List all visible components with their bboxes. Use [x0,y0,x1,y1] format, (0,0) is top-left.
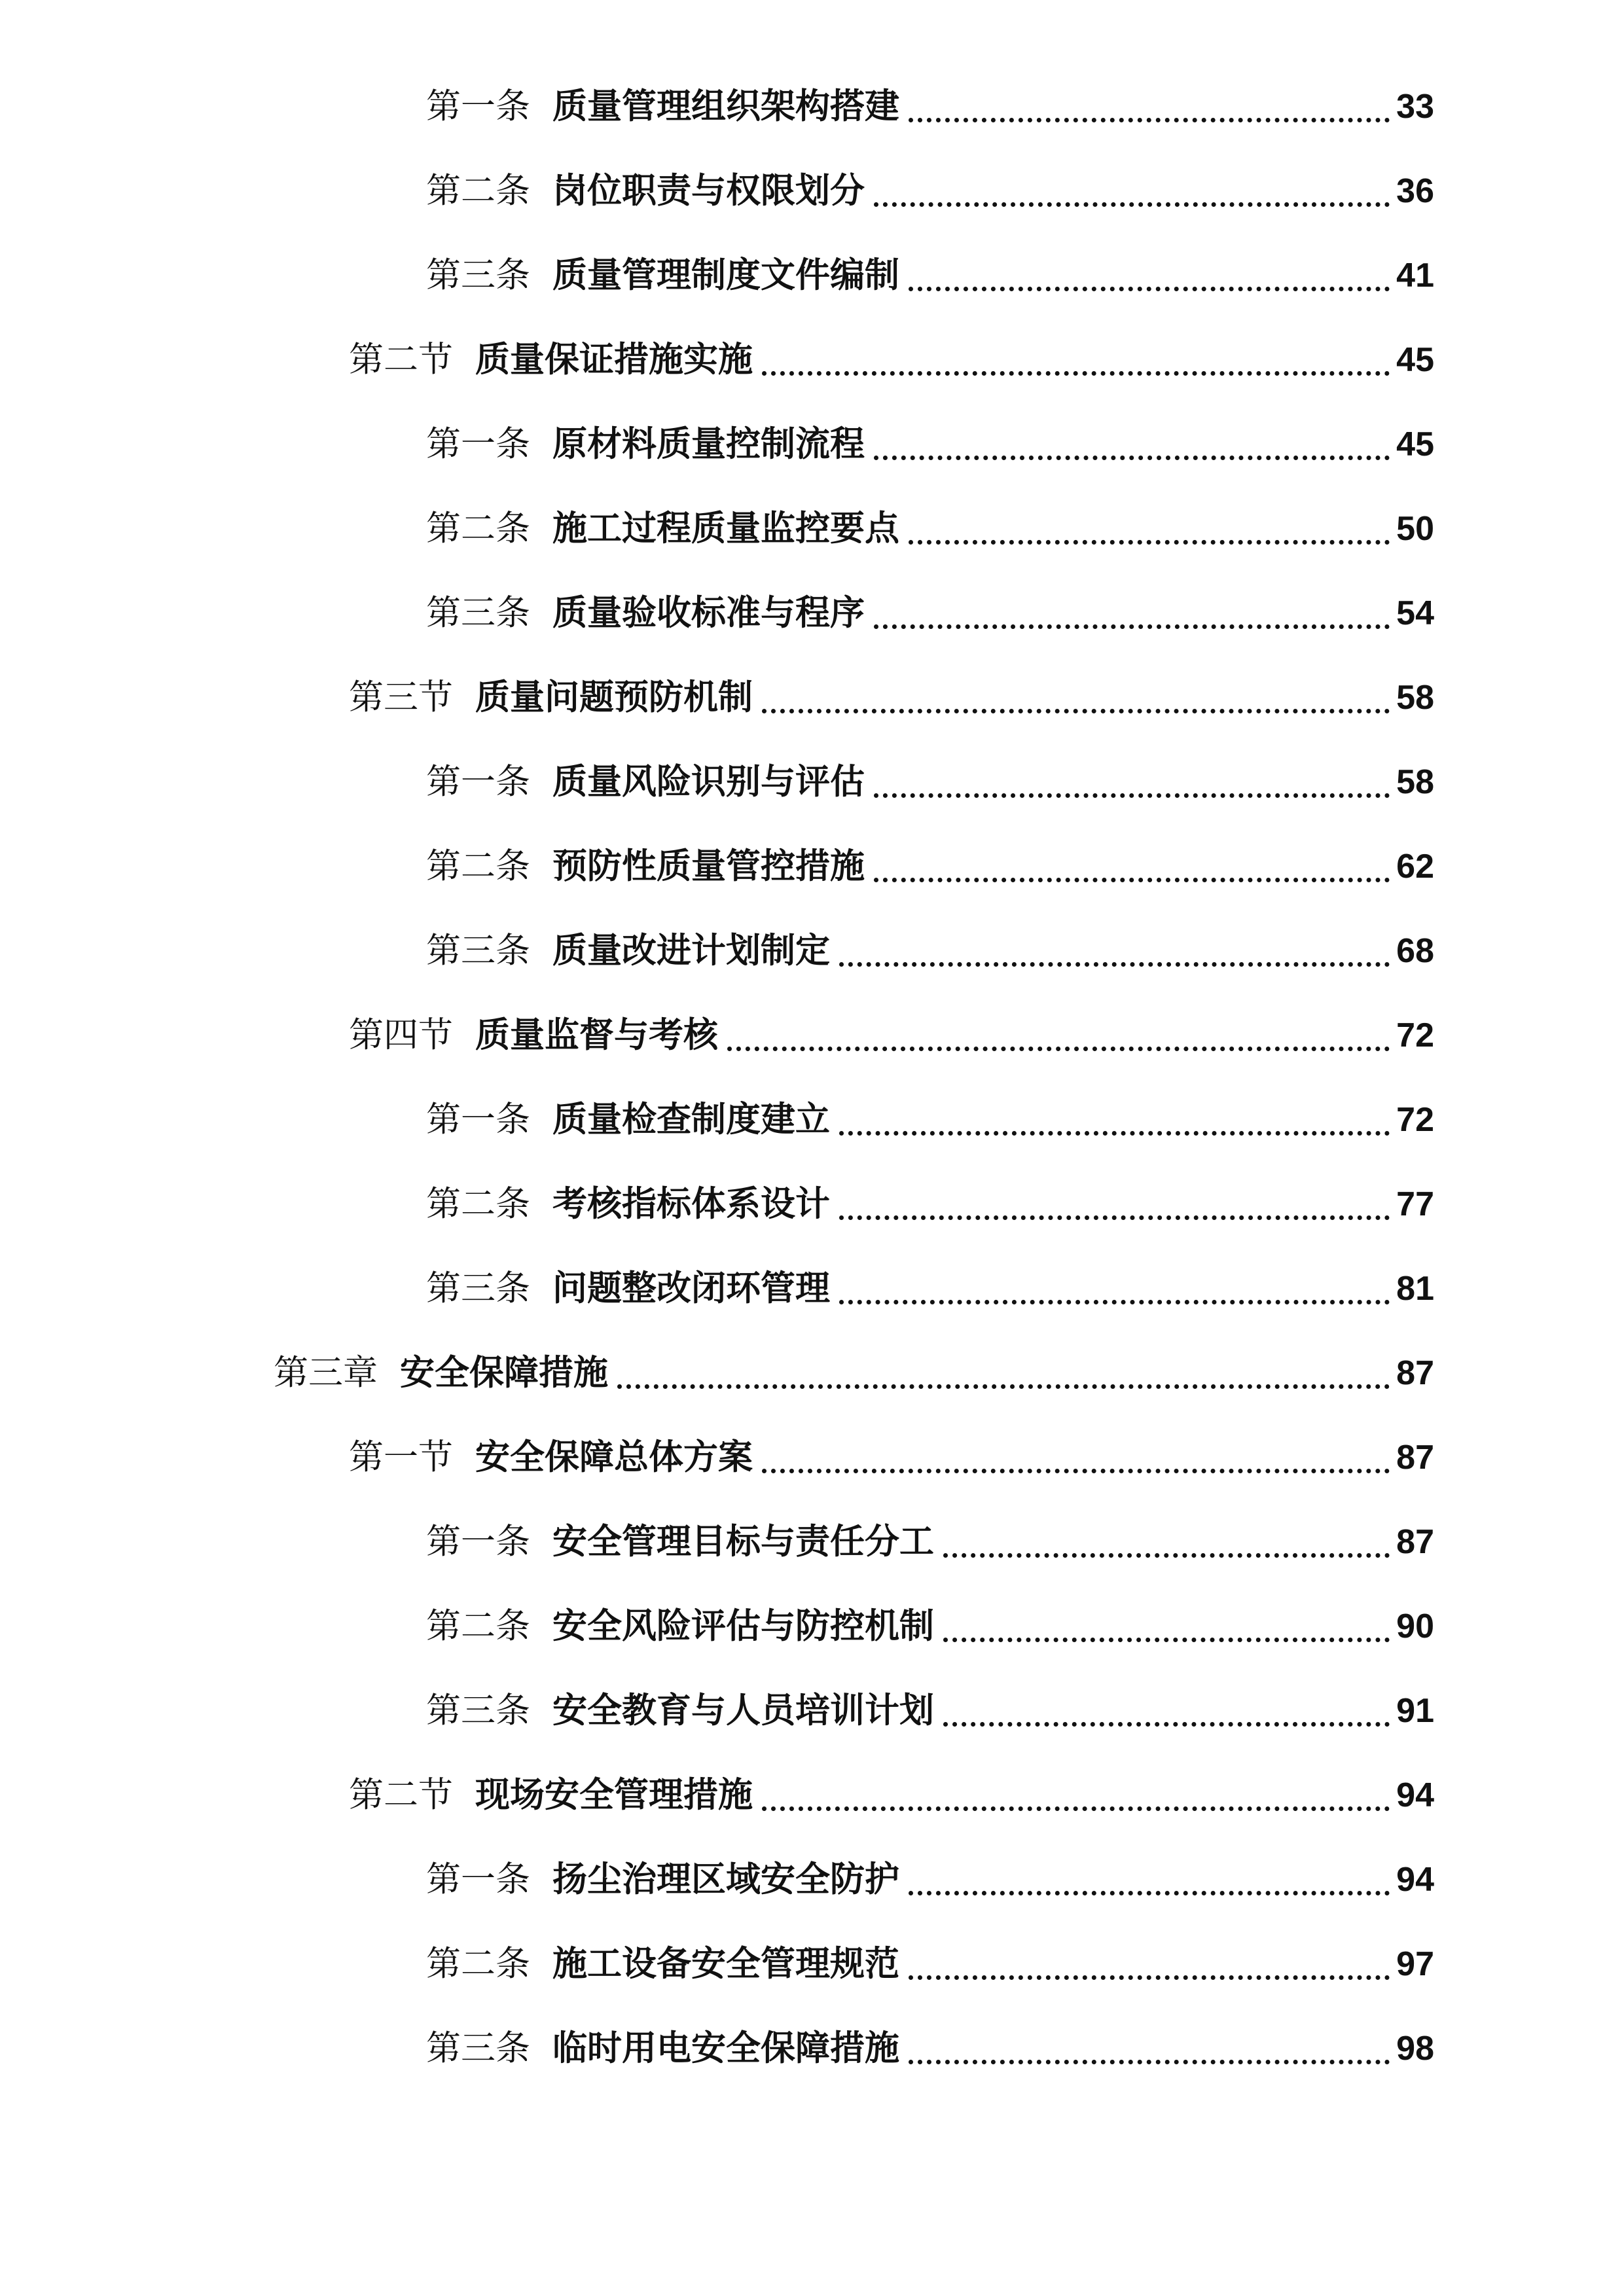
toc-entry-page: 41 [1396,257,1434,295]
toc-entry-number: 第二条 [426,1606,530,1646]
toc-entry-page: 94 [1396,1861,1434,1899]
toc-entry-title: 安全保障总体方案 [475,1437,753,1477]
toc-entry-title: 质量管理制度文件编制 [552,255,899,295]
toc-entry-title: 质量验收标准与程序 [552,593,865,633]
toc-entry-page: 36 [1396,172,1434,210]
toc-entry-number: 第一条 [426,1522,530,1562]
dot-leader [727,1047,1390,1051]
toc-entry-page: 98 [1396,2030,1434,2068]
toc-entry-title: 临时用电安全保障措施 [552,2028,899,2068]
toc-entry-title: 问题整改闭环管理 [552,1268,830,1308]
toc-entry-title: 质量风险识别与评估 [552,762,865,802]
toc-entry[interactable] [426,1600,1434,1653]
dot-leader [909,118,1390,122]
dot-leader [874,878,1390,882]
toc-entry-number: 第一节 [349,1437,453,1477]
toc-entry-title: 岗位职责与权限划分 [552,171,865,211]
toc-entry-page: 33 [1396,88,1434,126]
dot-leader [839,1131,1390,1136]
toc-entry[interactable] [426,756,1434,808]
dot-leader [839,1300,1390,1304]
toc-entry[interactable] [349,1769,1434,1821]
dot-leader [874,624,1390,629]
toc-entry[interactable] [349,1431,1434,1484]
toc-entry[interactable] [426,2022,1434,2075]
toc-entry-number: 第三条 [426,593,530,633]
toc-entry-title: 现场安全管理措施 [475,1775,753,1815]
toc-entry-page: 97 [1396,1945,1434,1983]
toc-entry-title: 质量管理组织架构搭建 [552,86,899,126]
toc-entry-title: 考核指标体系设计 [552,1184,830,1224]
dot-leader [762,371,1390,376]
toc-entry[interactable] [426,1263,1434,1315]
dot-leader [909,1975,1390,1980]
toc-entry-title: 质量监督与考核 [475,1015,718,1055]
toc-entry-title: 质量保证措施实施 [475,340,753,380]
toc-entry-page: 72 [1396,1016,1434,1054]
toc-entry[interactable] [426,249,1434,302]
toc-entry-number: 第二条 [426,171,530,211]
toc-entry-number: 第二节 [349,1775,453,1815]
toc-entry[interactable] [426,1516,1434,1568]
toc-entry-number: 第二条 [426,846,530,886]
dot-leader [943,1553,1390,1558]
toc-entry-title: 预防性质量管控措施 [552,846,865,886]
toc-entry[interactable] [426,587,1434,639]
toc-entry-title: 施工设备安全管理规范 [552,1944,899,1984]
toc-entry[interactable] [426,1685,1434,1737]
toc-entry-number: 第二条 [426,509,530,548]
toc-entry[interactable] [426,840,1434,893]
dot-leader [839,962,1390,967]
dot-leader [943,1638,1390,1642]
toc-entry-number: 第三章 [274,1353,378,1393]
toc-entry-number: 第二条 [426,1944,530,1984]
toc-entry[interactable] [426,1854,1434,1906]
dot-leader [943,1722,1390,1727]
toc-entry-number: 第三节 [349,677,453,717]
toc-entry[interactable] [349,672,1434,724]
toc-entry-number: 第一条 [426,86,530,126]
toc-entry[interactable] [426,165,1434,217]
toc-entry[interactable] [426,1094,1434,1146]
toc-entry-title: 扬尘治理区域安全防护 [552,1859,899,1899]
toc-entry-title: 质量检查制度建立 [552,1100,830,1139]
toc-entry-page: 87 [1396,1354,1434,1392]
dot-leader [762,1469,1390,1473]
toc-entry-page: 91 [1396,1692,1434,1730]
dot-leader [909,287,1390,291]
toc-entry-page: 77 [1396,1185,1434,1223]
dot-leader [909,2060,1390,2064]
toc-entry-title: 安全保障措施 [400,1353,608,1393]
toc-entry[interactable] [426,1178,1434,1230]
toc-entry-title: 安全风险评估与防控机制 [552,1606,934,1646]
toc-entry-page: 87 [1396,1439,1434,1477]
dot-leader [909,1891,1390,1895]
toc-entry-page: 72 [1396,1101,1434,1139]
toc-entry-page: 50 [1396,510,1434,548]
toc-entry-title: 质量问题预防机制 [475,677,753,717]
toc-entry-title: 施工过程质量监控要点 [552,509,899,548]
toc-entry-page: 62 [1396,848,1434,886]
toc-entry-number: 第四节 [349,1015,453,1055]
dot-leader [762,1806,1390,1811]
dot-leader [762,709,1390,713]
dot-leader [839,1215,1390,1220]
toc-entry-number: 第三条 [426,931,530,971]
toc-entry-title: 安全管理目标与责任分工 [552,1522,934,1562]
toc-entry-number: 第三条 [426,255,530,295]
toc-entry[interactable] [274,1347,1434,1399]
toc-entry[interactable] [426,418,1434,471]
toc-entry-number: 第一条 [426,762,530,802]
toc-entry[interactable] [426,1938,1434,1990]
toc-entry-number: 第三条 [426,1691,530,1731]
toc-entry-page: 90 [1396,1607,1434,1645]
toc-entry[interactable] [349,334,1434,386]
dot-leader [874,793,1390,798]
toc-entry-number: 第一条 [426,1859,530,1899]
dot-leader [617,1384,1390,1389]
toc-entry-title: 质量改进计划制定 [552,931,830,971]
toc-entry-page: 87 [1396,1523,1434,1561]
toc-entry-number: 第二节 [349,340,453,380]
toc-entry[interactable] [426,81,1434,133]
toc-entry-number: 第三条 [426,1268,530,1308]
toc-entry-title: 原材料质量控制流程 [552,424,865,464]
toc-entry-title: 安全教育与人员培训计划 [552,1691,934,1731]
toc-entry-page: 94 [1396,1776,1434,1814]
toc-entry-number: 第三条 [426,2028,530,2068]
dot-leader [874,456,1390,460]
toc-entry-page: 45 [1396,341,1434,379]
toc-entry-page: 54 [1396,594,1434,632]
toc-entry[interactable] [426,925,1434,977]
toc-entry-page: 45 [1396,425,1434,463]
toc-entry[interactable] [349,1009,1434,1062]
toc-entry-page: 81 [1396,1270,1434,1308]
toc-entry-number: 第二条 [426,1184,530,1224]
toc-entry-page: 68 [1396,932,1434,970]
toc-entry-number: 第一条 [426,424,530,464]
toc-entry[interactable] [426,503,1434,555]
toc-entry-page: 58 [1396,763,1434,801]
toc-entry-page: 58 [1396,679,1434,717]
dot-leader [874,202,1390,207]
dot-leader [909,540,1390,545]
toc-entry-number: 第一条 [426,1100,530,1139]
